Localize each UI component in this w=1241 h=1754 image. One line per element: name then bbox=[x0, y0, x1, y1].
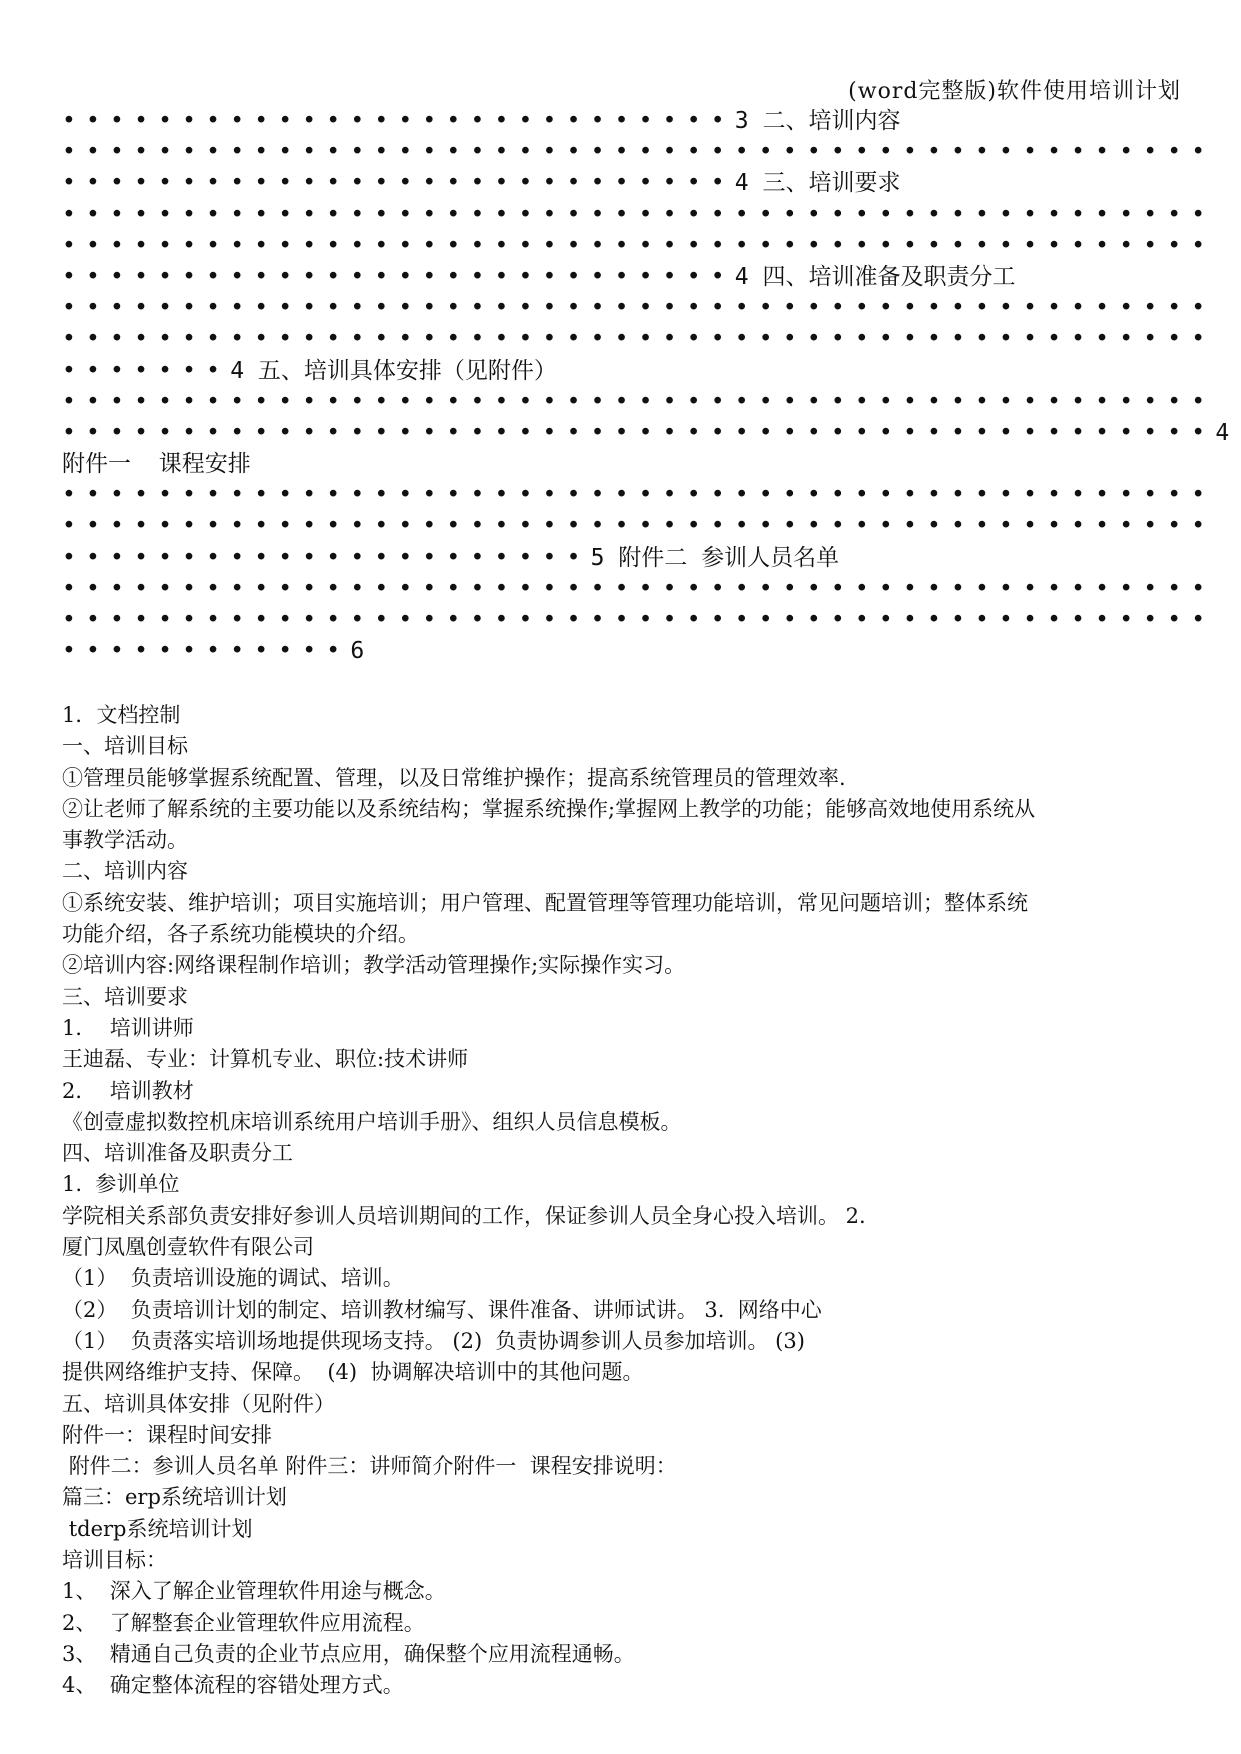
body-line: 培训目标： bbox=[62, 1548, 167, 1573]
body-line: 2、 了解整套企业管理软件应用流程。 bbox=[62, 1610, 425, 1635]
toc-dot-leader: •••••••••••••••••••••••••••• bbox=[62, 263, 735, 290]
toc-dot-leader: •••••••••••••••••••••••••••• bbox=[62, 108, 735, 134]
body-line: 三、培训要求 bbox=[62, 984, 188, 1009]
body-line: ①管理员能够掌握系统配置、管理，以及日常维护操作；提高系统管理员的管理效率. bbox=[62, 765, 846, 790]
page-header-title: (word完整版)软件使用培训计划 bbox=[848, 79, 1181, 104]
body-line: 1. 参训单位 bbox=[62, 1172, 180, 1197]
toc-entry-text: 4 五、培训具体安排（见附件） bbox=[230, 357, 557, 384]
body-line: （1） 负责落实培训场地提供现场支持。 (2) 负责协调参训人员参加培训。 (3) bbox=[62, 1328, 805, 1353]
body-line: 1． 培训讲师 bbox=[62, 1015, 194, 1040]
body-line: 4、 确定整体流程的容错处理方式。 bbox=[62, 1673, 404, 1698]
toc-dot-leader: •••••••••••••••••••••••••••••••••••••••••••••••• bbox=[62, 201, 1216, 228]
body-line: 学院相关系部负责安排好参训人员培训期间的工作，保证参训人员全身心投入培训。 2. bbox=[62, 1203, 866, 1228]
body-line: 事教学活动。 bbox=[62, 828, 188, 853]
body-line: ①系统安装、维护培训；项目实施培训；用户管理、配置管理等管理功能培训，常见问题培训；整体系统 bbox=[62, 890, 1028, 915]
toc-entry-text: 4 三、培训要求 bbox=[734, 170, 901, 197]
toc-line bbox=[62, 356, 1182, 387]
toc-line bbox=[62, 543, 1182, 574]
body-line: 厦门凤凰创壹软件有限公司 bbox=[62, 1235, 314, 1260]
document-body bbox=[62, 700, 1182, 1702]
toc-dot-leader: •••••••••••••••••••••••••••••••••••••••••••••••• bbox=[62, 419, 1216, 446]
toc-line bbox=[62, 200, 1216, 231]
toc-dot-leader: •••••••••••••••••••••••••••••••••••••••••••••••• bbox=[62, 295, 1216, 322]
toc-entry-text: 6 bbox=[350, 638, 365, 665]
body-line: 二、培训内容 bbox=[62, 859, 188, 884]
toc-line bbox=[62, 418, 1230, 449]
toc-line bbox=[62, 511, 1216, 542]
body-line: （2） 负责培训计划的制定、培训教材编写、课件准备、讲师试讲。 3. 网络中心 bbox=[62, 1297, 822, 1322]
toc-line bbox=[62, 387, 1216, 418]
toc-entry-text: 4 bbox=[1215, 419, 1230, 446]
body-line: 3、 精通自己负责的企业节点应用，确保整个应用流程通畅。 bbox=[62, 1641, 635, 1666]
body-line: 1．文档控制 bbox=[62, 703, 181, 727]
toc-line bbox=[62, 262, 1182, 293]
table-of-contents bbox=[62, 106, 1230, 667]
toc-dot-leader: •••••••••••••••••••••••••••• bbox=[62, 170, 735, 197]
body-line: ②让老师了解系统的主要功能以及系统结构；掌握系统操作;掌握网上教学的功能；能够高效地使用系统从 bbox=[62, 796, 1036, 821]
toc-line bbox=[62, 574, 1216, 605]
toc-line bbox=[62, 106, 1182, 137]
body-line: 2． 培训教材 bbox=[62, 1078, 194, 1103]
body-line: 一、培训目标 bbox=[62, 734, 188, 759]
toc-dot-leader: •••••••••••••••••••••••••••••••••••••••••••••••• bbox=[62, 513, 1216, 540]
toc-dot-leader: ••••••• bbox=[62, 357, 231, 384]
toc-entry-text: 5 附件二 参训人员名单 bbox=[590, 544, 840, 571]
toc-line bbox=[62, 324, 1216, 355]
toc-line bbox=[62, 137, 1216, 168]
toc-line bbox=[62, 605, 1216, 636]
toc-dot-leader: •••••••••••••••••••••••••••••••••••••••••••••••• bbox=[62, 607, 1216, 633]
body-line: 王迪磊、专业：计算机专业、职位:技术讲师 bbox=[62, 1047, 469, 1072]
toc-dot-leader: •••••••••••••••••••••••••••••••••••••••••••••••• bbox=[62, 232, 1216, 259]
toc-line bbox=[62, 480, 1216, 511]
toc-dot-leader: •••••••••••••••••••••••••••••••••••••••••••••••• bbox=[62, 139, 1216, 166]
toc-dot-leader: •••••••••••••••••••••• bbox=[62, 544, 591, 571]
body-line: 《创壹虚拟数控机床培训系统用户培训手册》、组织人员信息模板。 bbox=[62, 1109, 682, 1134]
toc-line bbox=[62, 168, 1182, 199]
toc-dot-leader: •••••••••••••••••••••••••••••••••••••••••••••••• bbox=[62, 388, 1216, 415]
toc-entry-text: 3 二、培训内容 bbox=[734, 108, 901, 134]
body-line: ②培训内容:网络课程制作培训；教学活动管理操作;实际操作实习。 bbox=[62, 953, 686, 978]
toc-dot-leader: •••••••••••••••••••••••••••••••••••••••••••••••• bbox=[62, 482, 1216, 509]
toc-line bbox=[62, 231, 1216, 262]
body-line: 功能介绍，各子系统功能模块的介绍。 bbox=[62, 922, 419, 947]
body-line: 四、培训准备及职责分工 bbox=[62, 1141, 293, 1166]
toc-line bbox=[62, 293, 1216, 324]
body-line: 附件二：参训人员名单 附件三：讲师简介附件一 课程安排说明： bbox=[62, 1454, 677, 1479]
toc-line bbox=[62, 636, 1182, 667]
toc-dot-leader: •••••••••••••••••••••••••••••••••••••••••••••••• bbox=[62, 575, 1216, 602]
body-line: 篇三：erp系统培训计划 bbox=[62, 1485, 287, 1510]
body-line: 提供网络维护支持、保障。 (4) 协调解决培训中的其他问题。 bbox=[62, 1360, 644, 1385]
body-line: 附件一：课程时间安排 bbox=[62, 1422, 272, 1447]
toc-dot-leader: •••••••••••• bbox=[62, 638, 351, 665]
body-line: tderp系统培训计划 bbox=[62, 1516, 253, 1541]
body-line: 五、培训具体安排（见附件） bbox=[62, 1391, 335, 1416]
body-line: 1、 深入了解企业管理软件用途与概念。 bbox=[62, 1579, 446, 1604]
toc-entry-text: 4 四、培训准备及职责分工 bbox=[734, 263, 1016, 290]
toc-line bbox=[62, 449, 1182, 480]
toc-entry-text: 附件一 课程安排 bbox=[62, 451, 251, 478]
body-line: （1） 负责培训设施的调试、培训。 bbox=[62, 1266, 404, 1291]
toc-dot-leader: •••••••••••••••••••••••••••••••••••••••••••••••• bbox=[62, 326, 1216, 353]
